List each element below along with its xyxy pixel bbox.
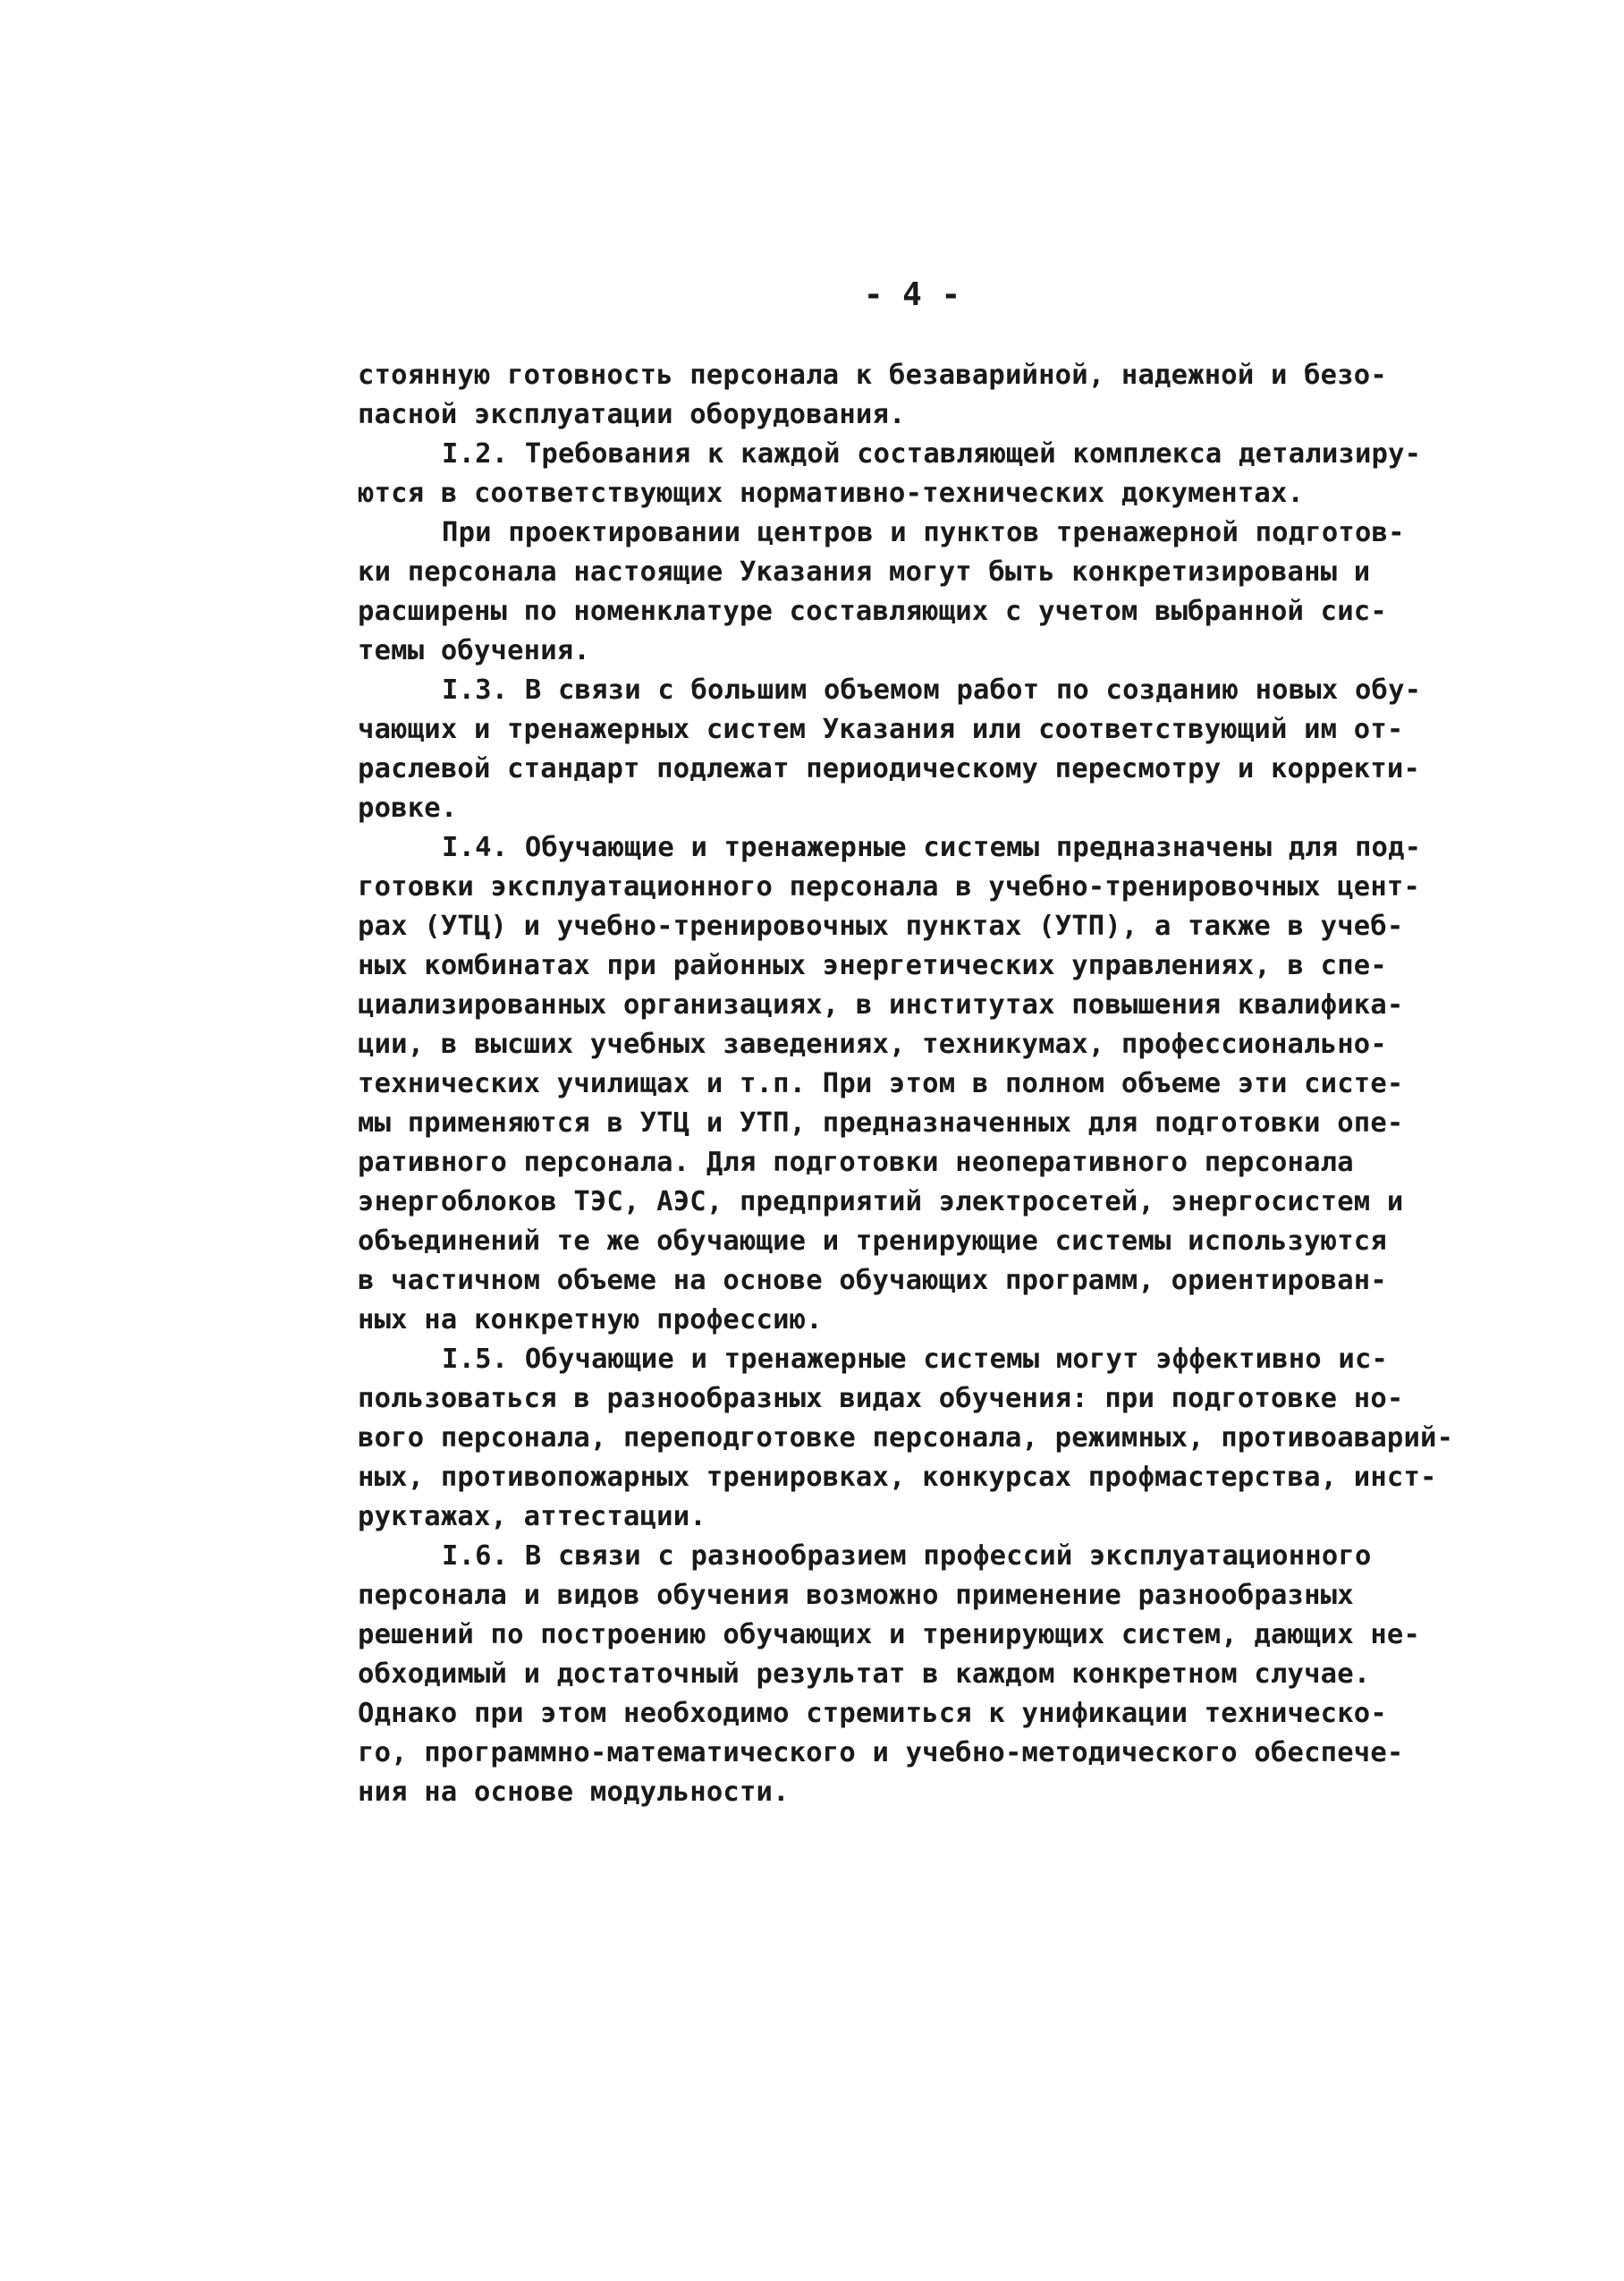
- text-line: Однако при этом необходимо стремиться к унификации техническо-: [358, 1698, 1387, 1729]
- text-line: персонала и видов обучения возможно применение разнообразных: [358, 1580, 1354, 1611]
- paragraph-1-4-start: I.4. Обучающие и тренажерные системы предназначены для под-: [442, 832, 1422, 863]
- text-line: руктажах, аттестации.: [358, 1501, 706, 1532]
- text-line: технических училищах и т.п. При этом в полном объеме эти систе-: [358, 1068, 1404, 1099]
- text-line: ции, в высших учебных заведениях, техникумах, профессионально-: [358, 1029, 1387, 1060]
- text-line: расширены по номенклатуре составляющих с учетом выбранной сис-: [358, 596, 1387, 627]
- text-line: ных на конкретную профессию.: [358, 1304, 823, 1336]
- text-line: ровке.: [358, 793, 458, 824]
- paragraph-1-6-start: I.6. В связи с разнообразием профессий эксплуатационного: [442, 1540, 1372, 1572]
- text-line: циализированных организациях, в институтах повышения квалифика-: [358, 989, 1404, 1021]
- text-line: готовки эксплуатационного персонала в учебно-тренировочных цент-: [358, 871, 1421, 903]
- text-line: ных комбинатах при районных энергетических управлениях, в спе-: [358, 950, 1387, 981]
- text-line: раслевой стандарт подлежат периодическому пересмотру и корректи-: [358, 753, 1421, 784]
- text-line: в частичном объеме на основе обучающих программ, ориентирован-: [358, 1265, 1387, 1296]
- text-line: ния на основе модульности.: [358, 1776, 790, 1808]
- text-line: ративного персонала. Для подготовки неоперативного персонала: [358, 1147, 1354, 1178]
- text-line: вого персонала, переподготовке персонала, режимных, противоаварий-: [358, 1422, 1454, 1454]
- paragraph-start: При проектировании центров и пунктов тренажерной подготов-: [442, 517, 1405, 548]
- page-number: - 4 -: [863, 276, 961, 313]
- text-line: стоянную готовность персонала к безаварийной, надежной и безо-: [358, 360, 1387, 391]
- body-text: [358, 356, 1520, 1812]
- text-line: го, программно-математического и учебно-методического обеспече-: [358, 1737, 1404, 1768]
- text-line: объединений те же обучающие и тренирующие системы используются: [358, 1225, 1387, 1257]
- text-line: мы применяются в УТЦ и УТП, предназначенных для подготовки опе-: [358, 1107, 1404, 1139]
- text-line: ных, противопожарных тренировках, конкурсах профмастерства, инст-: [358, 1462, 1437, 1493]
- text-line: ются в соответствующих нормативно-технических документах.: [358, 478, 1305, 509]
- text-line: обходимый и достаточный результат в каждом конкретном случае.: [358, 1658, 1371, 1690]
- paragraph-1-2-start: I.2. Требования к каждой составляющей комплекса детализиру-: [442, 438, 1422, 470]
- text-line: темы обучения.: [358, 635, 590, 666]
- text-line: ки персонала настоящие Указания могут быть конкретизированы и: [358, 556, 1371, 588]
- paragraph-1-5-start: I.5. Обучающие и тренажерные системы могут эффективно ис-: [442, 1344, 1389, 1375]
- text-line: пользоваться в разнообразных видах обучения: при подготовке но-: [358, 1383, 1404, 1414]
- text-line: энергоблоков ТЭС, АЭС, предприятий электросетей, энергосистем и: [358, 1186, 1404, 1217]
- text-line: рах (УТЦ) и учебно-тренировочных пунктах (УТП), а также в учеб-: [358, 911, 1404, 942]
- text-line: решений по построению обучающих и тренирующих систем, дающих не-: [358, 1619, 1421, 1650]
- text-line: пасной эксплуатации оборудования.: [358, 399, 906, 430]
- text-line: чающих и тренажерных систем Указания или соответствующий им от-: [358, 714, 1404, 745]
- paragraph-1-3-start: I.3. В связи с большим объемом работ по созданию новых обу-: [442, 674, 1422, 706]
